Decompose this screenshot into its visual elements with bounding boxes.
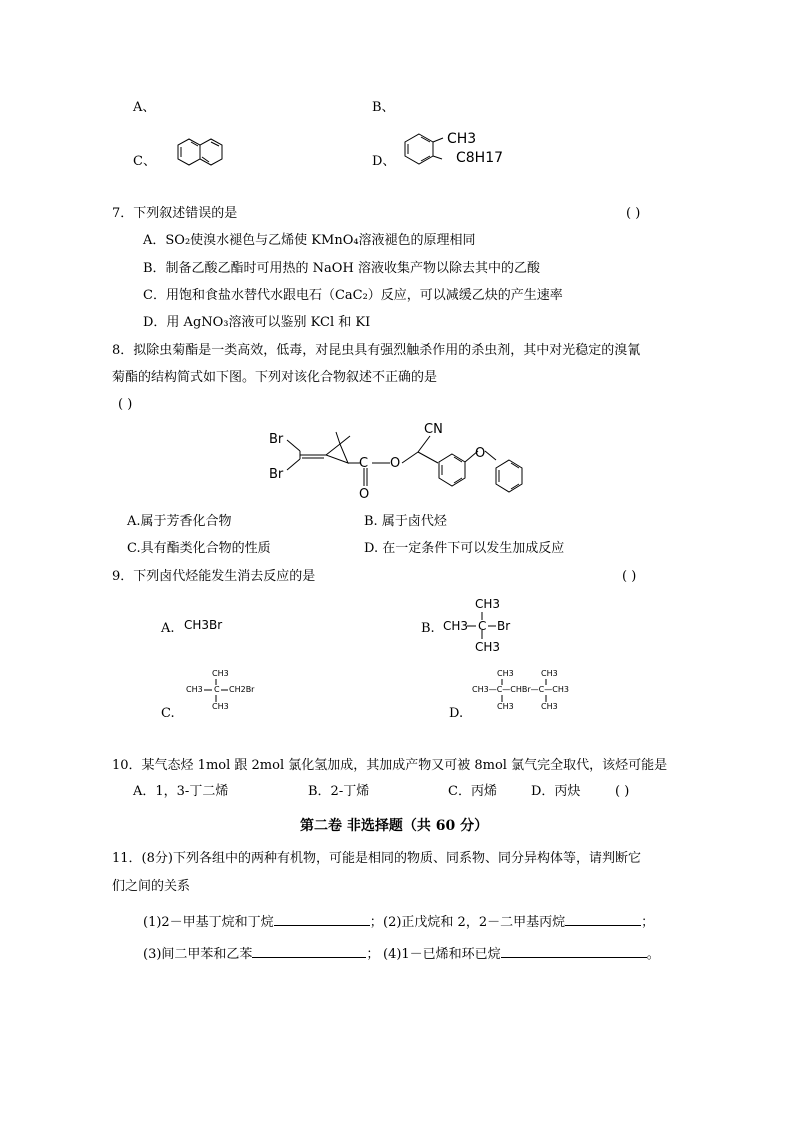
q9-answer-paren: ( ) [622,569,637,584]
q8-option-a: A.属于芳香化合物 [127,514,232,529]
q9-d-bot1: CH3 [497,702,514,711]
q8-struct-cn: CN [424,422,443,437]
q7-option-b: B．制备乙酸乙酯时可用热的 NaOH 溶液收集产物以除去其中的乙酸 [143,261,540,276]
q8-option-d: D. 在一定条件下可以发生加成反应 [364,541,565,556]
q8-struct-br1: Br [269,432,284,447]
q8-struct-o-ester: O [390,456,401,471]
q9-option-c-label: C. [161,706,175,721]
q9-b-top: CH3 [475,597,501,611]
q11-part4-end: 。 [646,947,660,962]
q11-part2-end: ； [641,915,655,930]
q10-option-b: B．2-丁烯 [308,784,370,799]
q8-option-c: C.具有酯类化合物的性质 [127,541,271,556]
q11-part3-label: (3)间二甲苯和乙苯 [143,947,253,962]
q9-option-a-formula: CH3Br [184,618,223,632]
q10-option-d: D．丙炔 [531,784,581,799]
q9-b-left: CH3 [443,619,469,633]
q9-d-bonds [490,676,560,706]
q7-option-c: C．用饱和食盐水替代水跟电石（CaC₂）反应，可以减缓乙炔的产生速率 [143,288,563,303]
q9-c-bottom: CH3 [212,702,229,711]
q9-d-main: CH3—C—CHBr—C—CH3 [472,685,569,694]
q11-part3 [143,945,379,961]
benzene-ring-d [402,132,436,166]
q11-part4-blank[interactable] [501,945,647,958]
q6-d-ch3: CH3 [447,131,477,147]
q9-d-top1: CH3 [497,669,514,678]
q7-stem: 7．下列叙述错误的是 [112,206,238,221]
q9-option-d-label: D. [449,706,464,721]
q6-option-b-label: B、 [372,100,395,115]
q11-part3-sep: ； [366,947,380,962]
q9-b-right: Br [497,619,511,633]
q7-answer-paren: ( ) [626,206,641,221]
q9-stem: 9．下列卤代烃能发生消去反应的是 [112,569,316,584]
q9-option-b-label: B. [421,621,435,636]
q10-option-a: A．1，3-丁二烯 [133,784,229,799]
q8-stem-line2: 菊酯的结构简式如下图。下列对该化合物叙述不正确的是 [112,370,438,385]
q6-option-a-label: A、 [133,100,156,115]
q11-part1-blank[interactable] [274,913,370,926]
q9-c-bonds [200,676,234,706]
q11-stem-line2: 们之间的关系 [112,879,191,894]
q9-option-a-label: A. [161,621,175,636]
naphthalene-structure [178,136,224,170]
q11-part1 [143,913,383,929]
q9-c-right: CH2Br [229,685,255,694]
q10-stem: 10．某气态烃 1mol 跟 2mol 氯化氢加成，其加成产物又可被 8mol 氯气完全取代，该烃可能是 [112,758,668,773]
q9-b-center: C [478,619,487,633]
q11-stem-line1: 11．(8分)下列各组中的两种有机物，可能是相同的物质、同系物、同分异构体等，请判断它 [112,851,641,866]
q8-struct-o-carbonyl: O [359,487,370,502]
q8-option-b: B. 属于卤代烃 [364,514,447,529]
q9-b-bottom: CH3 [475,640,501,654]
q11-part3-blank[interactable] [252,945,366,958]
q7-option-a: A．SO₂使溴水褪色与乙烯使 KMnO₄溶液褪色的原理相同 [143,233,476,248]
q11-part1-sep: ； [369,915,383,930]
q11-part2-label: (2)正戊烷和 2，2－二甲基丙烷 [383,915,566,930]
q8-struct-c: C [359,456,369,471]
q10-answer-paren: ( ) [615,784,630,799]
q9-c-top: CH3 [212,669,229,678]
q6-option-c-label: C、 [133,154,156,169]
q9-c-left: CH3 [186,685,203,694]
section2-title: 第二卷 非选择题（共 60 分） [300,818,489,834]
q7-option-d: D．用 AgNO₃溶液可以鉴别 KCl 和 KI [143,315,371,330]
q11-part2-blank[interactable] [565,913,641,926]
q8-struct-br2: Br [269,467,284,482]
q11-part1-label: (1)2－甲基丁烷和丁烷 [143,915,274,930]
q9-b-bonds [465,608,505,648]
q11-part4-label: (4)1－已烯和环已烷 [383,947,501,962]
q8-stem-line1: 8．拟除虫菊酯是一类高效，低毒，对昆虫具有强烈触杀作用的杀虫剂，其中对光稳定的溴氰 [112,343,641,358]
q9-d-bot2: CH3 [541,702,558,711]
q6-d-c8h17: C8H17 [456,150,504,166]
q11-part4 [383,945,660,961]
q11-part2 [383,913,654,929]
q8-answer-paren: ( ) [118,397,133,412]
q6-option-d-label: D、 [372,154,396,169]
q10-option-c: C．丙烯 [448,784,497,799]
q8-struct-o-ether: O [475,446,486,461]
q9-d-top2: CH3 [541,669,558,678]
q9-c-center: C [214,685,220,694]
